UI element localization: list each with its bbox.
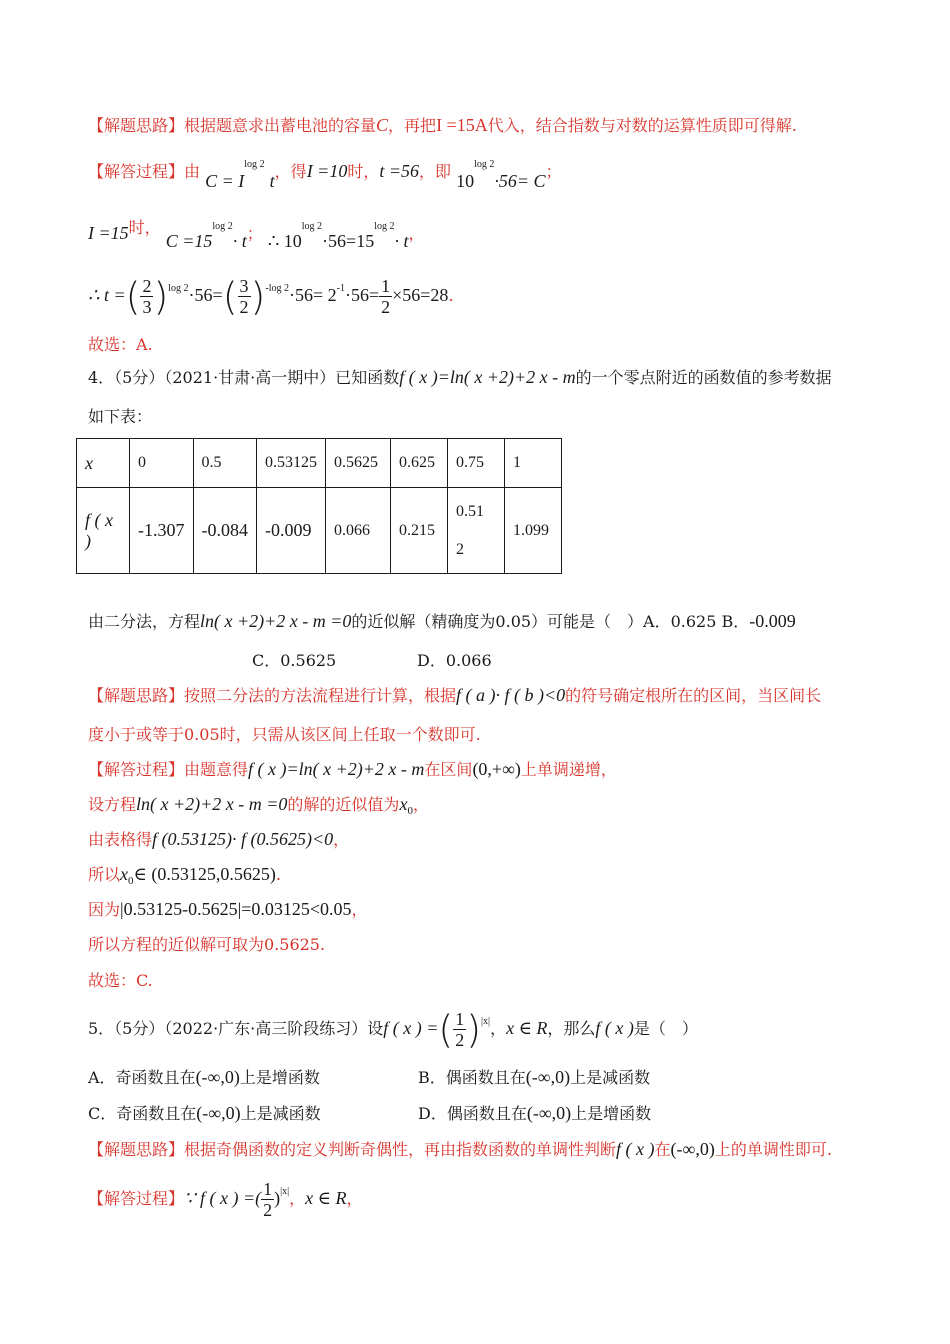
table-cell: 0.5625	[326, 439, 391, 488]
math: f ( x ) =	[383, 1018, 439, 1038]
q4-table	[76, 438, 562, 574]
text: 4．（5分）（2021·甘肃·高一期中）已知函数	[88, 368, 400, 387]
text: log	[474, 159, 487, 170]
fraction	[453, 1009, 466, 1050]
math: ln( x +2)+2 x - m =0	[200, 611, 352, 631]
math: (-∞,0)	[670, 1139, 715, 1159]
math: ·56=15	[322, 231, 375, 251]
numerator: 3	[239, 276, 249, 296]
text: 在区间	[424, 760, 473, 779]
text: 时，	[128, 218, 161, 237]
q4-thinking-line-1	[88, 684, 821, 707]
q4-ask	[88, 610, 796, 633]
subscript: 0	[407, 805, 413, 818]
math: C = I	[205, 171, 245, 191]
text: 由表格得	[88, 830, 153, 849]
table-row	[77, 488, 562, 574]
text: ，	[412, 795, 429, 814]
exponent	[168, 283, 188, 294]
table-cell: 0	[130, 439, 194, 488]
math: ×56=28	[392, 285, 449, 305]
paren: )	[153, 274, 169, 319]
table-cell: 1.099	[505, 488, 562, 574]
table-cell: 0.5	[193, 439, 257, 488]
q5-option-a	[88, 1066, 320, 1089]
thinking-tag: 【解题思路】	[88, 116, 185, 135]
math: (-∞,0)	[525, 1067, 571, 1087]
fraction	[140, 276, 153, 317]
text: 上是减函数	[570, 1068, 651, 1087]
table-cell: -1.307	[130, 488, 194, 574]
math: C	[376, 115, 389, 135]
math: f ( x )=ln( x +2)+2 x - m	[248, 759, 425, 779]
math: I =15	[88, 223, 129, 243]
text: D．偶函数且在	[418, 1104, 527, 1123]
q4-option-c: C．0.5625	[252, 651, 337, 670]
math: 10	[456, 171, 475, 191]
q4-process-5	[88, 898, 368, 921]
numerator: 2	[142, 276, 152, 296]
text: 2	[456, 540, 464, 558]
text: 5．（5分）（2022·广东·高三阶段练习）设	[88, 1019, 384, 1038]
text: 2	[389, 221, 395, 232]
thinking-tag: 【解题思路】	[88, 686, 185, 705]
text: .	[448, 286, 454, 305]
q4-stem-line-2: 如下表：	[88, 407, 153, 426]
answer-1: 故选：A.	[88, 335, 153, 354]
text: A．奇函数且在	[88, 1068, 196, 1087]
math: I =10	[306, 161, 348, 181]
q4-option-d: D．0.066	[417, 651, 492, 670]
exponent	[374, 221, 394, 232]
denominator: 2	[381, 297, 391, 317]
math: t	[269, 171, 275, 191]
table-row	[77, 439, 562, 488]
text: ，	[490, 1019, 507, 1038]
exponent	[244, 159, 264, 170]
math: · t	[232, 231, 247, 251]
text: 2	[317, 221, 323, 232]
table-cell: 0.625	[391, 439, 448, 488]
table-cell: 0.215	[391, 488, 448, 574]
denominator: 2	[263, 1200, 273, 1220]
text: 时，	[347, 162, 380, 181]
exponent	[212, 221, 232, 232]
process-line-1	[88, 159, 562, 191]
text: 根据奇偶函数的定义判断奇偶性，再由指数函数的单调性判断	[184, 1140, 617, 1159]
math: x ∈ R	[506, 1018, 548, 1038]
text: log	[374, 221, 387, 232]
text: 由	[184, 162, 201, 181]
text: 在	[654, 1140, 671, 1159]
math: |0.53125-0.5625|=0.03125<0.05	[120, 899, 352, 919]
text: 按照二分法的方法流程进行计算，根据	[184, 686, 457, 705]
math: x	[399, 794, 408, 814]
denominator: 2	[239, 297, 249, 317]
process-line-2	[88, 218, 425, 251]
math: ∵ f ( x ) =(	[184, 1188, 262, 1208]
q5-option-c	[88, 1102, 321, 1125]
subscript: 0	[128, 875, 134, 888]
text: C．奇函数且在	[88, 1104, 197, 1123]
text: 0.51	[456, 502, 484, 520]
q4-process-3	[88, 828, 349, 851]
math: t =56	[379, 161, 419, 181]
text: 2	[259, 159, 265, 170]
denominator: 2	[455, 1030, 465, 1050]
text: 是（ ）	[633, 1019, 698, 1038]
math: I =15A	[436, 115, 488, 135]
process-tag: 【解答过程】	[88, 1189, 185, 1208]
math: (0,+∞)	[472, 759, 521, 779]
text: log	[212, 221, 226, 232]
text: 2	[227, 221, 233, 232]
text: 2	[283, 283, 289, 294]
math: f ( x )	[595, 1018, 634, 1038]
text: ；	[246, 224, 263, 243]
q4-process-6: 所以方程的近似解可取为0.5625.	[88, 935, 326, 954]
math: (-∞,0)	[195, 1067, 240, 1087]
math: ·56= 2	[288, 285, 337, 305]
text: .	[275, 865, 281, 884]
exponent	[474, 159, 494, 170]
q4-thinking-line-2: 度小于或等于0.05时，只需从该区间上任取一个数即可.	[88, 725, 481, 744]
table-cell: 0.53125	[257, 439, 326, 488]
paren: (	[438, 1007, 454, 1052]
text: 的符号确定根所在的区间，当区间长	[565, 686, 822, 705]
text: ，得	[274, 162, 307, 181]
text: 因为	[88, 900, 121, 919]
text: 的解的近似值为	[287, 795, 400, 814]
text: 所以	[88, 865, 121, 884]
text: 的一个零点附近的函数值的参考数据	[575, 368, 832, 387]
math: ∴ t =	[88, 285, 126, 305]
table-cell: f ( x )	[77, 488, 130, 574]
math: x	[120, 864, 129, 884]
math: (-∞,0)	[196, 1103, 241, 1123]
text: 由题意得	[184, 760, 249, 779]
table-cell: -0.009	[257, 488, 326, 574]
text: 2	[489, 159, 495, 170]
answer-4: 故选：C.	[88, 971, 153, 990]
table-cell: 0.75	[448, 439, 505, 488]
text: log	[301, 221, 315, 232]
text: 由二分法，方程	[88, 612, 201, 631]
math: ∴ 10	[267, 231, 302, 251]
math: f ( a )· f ( b )<0	[456, 685, 566, 705]
process-line-3	[88, 272, 454, 322]
text: ，	[333, 830, 350, 849]
table-cell: 0.066	[326, 488, 391, 574]
q5-stem	[88, 1006, 698, 1054]
q4-process-4	[88, 863, 281, 892]
math: f ( x )=ln( x +2)+2 x - m	[399, 367, 576, 387]
math: C =15	[165, 231, 213, 251]
q4-process-2	[88, 793, 429, 822]
process-tag: 【解答过程】	[88, 162, 185, 181]
q5-option-b	[418, 1066, 650, 1089]
text: ，	[346, 1189, 363, 1208]
exponent: |x|	[481, 1016, 491, 1027]
denominator: 3	[142, 297, 152, 317]
table-cell: -0.084	[193, 488, 257, 574]
text: 上单调递增，	[520, 760, 617, 779]
text: 根据题意求出蓄电池的容量	[184, 116, 377, 135]
paren: (	[222, 274, 238, 319]
text: -log	[265, 283, 282, 294]
table-cell: 1	[505, 439, 562, 488]
math: -0.009	[749, 611, 796, 631]
thinking-line-1	[88, 114, 797, 137]
exponent: |x|	[280, 1186, 290, 1197]
text: 上是减函数	[240, 1104, 321, 1123]
text: log	[244, 159, 258, 170]
text: ，再把	[388, 116, 437, 135]
q5-process	[88, 1176, 362, 1224]
q5-thinking	[88, 1138, 832, 1161]
text: ，即	[419, 162, 452, 181]
table-cell	[448, 488, 505, 574]
text: 上的单调性即可.	[714, 1140, 832, 1159]
text: 上是增函数	[239, 1068, 320, 1087]
text: ；	[545, 162, 562, 181]
numerator: 1	[455, 1009, 465, 1029]
q4-process-1	[88, 758, 617, 781]
math: x ∈ R	[305, 1188, 347, 1208]
math: ·56=	[344, 285, 380, 305]
text: B．偶函数且在	[418, 1068, 526, 1087]
q5-option-d	[418, 1102, 651, 1125]
text: ，	[408, 224, 425, 243]
math: ·56=	[188, 285, 223, 305]
text: log	[168, 283, 182, 294]
text: ，	[289, 1189, 306, 1208]
math: ∈ (0.53125,0.5625)	[133, 864, 276, 884]
text: 上是增函数	[571, 1104, 652, 1123]
numerator: 1	[381, 276, 391, 296]
process-tag: 【解答过程】	[88, 760, 185, 779]
q4-stem-line-1	[88, 366, 832, 389]
math: f (0.53125)· f (0.5625)<0	[152, 829, 334, 849]
fraction	[238, 276, 251, 317]
math: )	[274, 1188, 281, 1208]
math: (-∞,0)	[526, 1103, 572, 1123]
math: ·56= C	[494, 171, 546, 191]
exponent: -1	[336, 283, 345, 294]
text: 2	[183, 283, 189, 294]
table-cell: x	[77, 439, 130, 488]
text: 代入，结合指数与对数的运算性质即可得解.	[487, 116, 797, 135]
fraction	[261, 1179, 274, 1220]
math: ln( x +2)+2 x - m =0	[136, 794, 288, 814]
paren: )	[250, 274, 266, 319]
paren: )	[466, 1007, 482, 1052]
math: f ( x )	[616, 1139, 655, 1159]
fraction	[379, 276, 392, 317]
text: ，那么	[547, 1019, 596, 1038]
text: 设方程	[88, 795, 137, 814]
numerator: 1	[263, 1179, 273, 1199]
text: ，	[351, 900, 368, 919]
thinking-tag: 【解题思路】	[88, 1140, 185, 1159]
math: · t	[394, 231, 409, 251]
exponent	[265, 283, 289, 294]
paren: (	[125, 274, 141, 319]
exponent	[302, 221, 322, 232]
text: 的近似解（精确度为0.05）可能是（ ）A．0.625 B．	[351, 612, 750, 631]
